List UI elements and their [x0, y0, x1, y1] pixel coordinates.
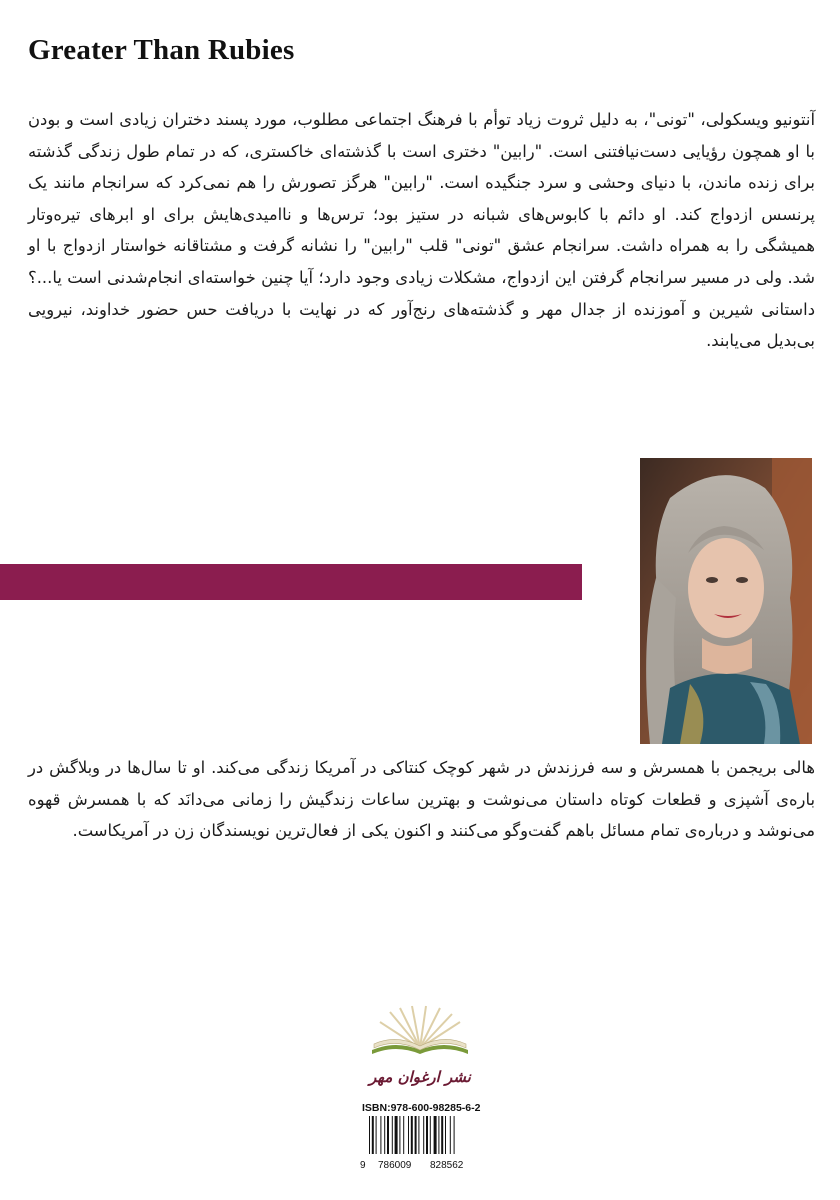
barcode-bar	[380, 1116, 381, 1154]
barcode-bar	[392, 1116, 393, 1154]
barcode-bar	[384, 1116, 385, 1154]
barcode-bar	[372, 1116, 374, 1154]
barcode-digit-group-2: 828562	[430, 1160, 464, 1171]
barcode-bar	[395, 1116, 398, 1154]
synopsis-paragraph: آنتونیو ویسکولی، "تونی"، به دلیل ثروت زیاد توأم با فرهنگ اجتماعی مطلوب، مورد پسند دختران زیادی است و بودن با او همچون رؤیایی دست‌نیافتنی است. "رابین" دختری است با گذشته‌ای خاکستری، که در تمام طول زندگی گذشته برای زنده ماندن، با دنیای وحشی و سرد جنگیده است. "رابین" هرگز تصورش را هم نمی‌کرد که سرانجام مانند یک پرنسس ازدواج کند. او دائم با کابوس‌های شبانه در ستیز بود؛ ترس‌ها و ناامیدی‌هایش برای او ابرهای تیره‌وتار همیشگی را به همراه داشت. سرانجام عشق "تونی" قلب "رابین" را نشانه گرفت و مشتاقانه خواستار ازدواج با او شد. ولی در مسیر سرانجام گرفتن این ازدواج، مشکلات زیادی وجود دارد؛ آیا چنین خواسته‌ای انجام‌شدنی است یا...؟ داستانی شیرین و آموزنده از جدال مهر و گذشته‌های رنج‌آور که در نهایت با دریافت حس حضور خداوند، نیرویی بی‌بدیل می‌یابند.	[28, 110, 815, 351]
barcode-bar	[415, 1116, 417, 1154]
barcode-bar	[454, 1116, 455, 1154]
barcode-digits	[360, 1160, 488, 1172]
barcode-bar	[450, 1116, 451, 1154]
publisher-name: نشر ارغوان مهر	[369, 1068, 471, 1086]
barcode-bar	[399, 1116, 400, 1154]
barcode-bar	[423, 1116, 424, 1154]
barcode-bar	[430, 1116, 431, 1154]
barcode-bar	[418, 1116, 419, 1154]
barcode-bar	[369, 1116, 370, 1154]
author-photo	[640, 458, 812, 744]
barcode-bar	[403, 1116, 404, 1154]
barcode-bar	[441, 1116, 443, 1154]
barcode-bar	[387, 1116, 389, 1154]
barcode-bar	[438, 1116, 439, 1154]
barcode	[368, 1116, 478, 1156]
barcode-digit-group-1: 786009	[378, 1160, 412, 1171]
accent-band	[0, 564, 582, 600]
barcode-bar	[445, 1116, 446, 1154]
isbn-block	[360, 1102, 488, 1172]
barcode-digit-prefix: 9	[360, 1160, 366, 1171]
book-title: Greater Than Rubies	[28, 34, 295, 66]
barcode-bar	[434, 1116, 437, 1154]
barcode-bar	[376, 1116, 377, 1154]
barcode-bar	[411, 1116, 413, 1154]
barcode-bar	[408, 1116, 409, 1154]
isbn-text: ISBN:978-600-98285-6-2	[362, 1102, 481, 1114]
author-bio-paragraph: هالی بریجمن با همسرش و سه فرزندش در شهر کوچک کنتاکی در آمریکا زندگی می‌کند. او تا سال‌ها در وبلاگش در باره‌ی آشپزی و قطعات کوتاه داستان می‌نوشت و بهترین ساعات زندگیش را زمانی می‌دانَد که با همسرش قهوه می‌نوشد و درباره‌ی تمام مسائل باهم گفت‌وگو می‌کنند و اکنون یکی از فعال‌ترین نویسندگان زن در آمریکاست.	[28, 758, 815, 841]
barcode-bar	[426, 1116, 428, 1154]
